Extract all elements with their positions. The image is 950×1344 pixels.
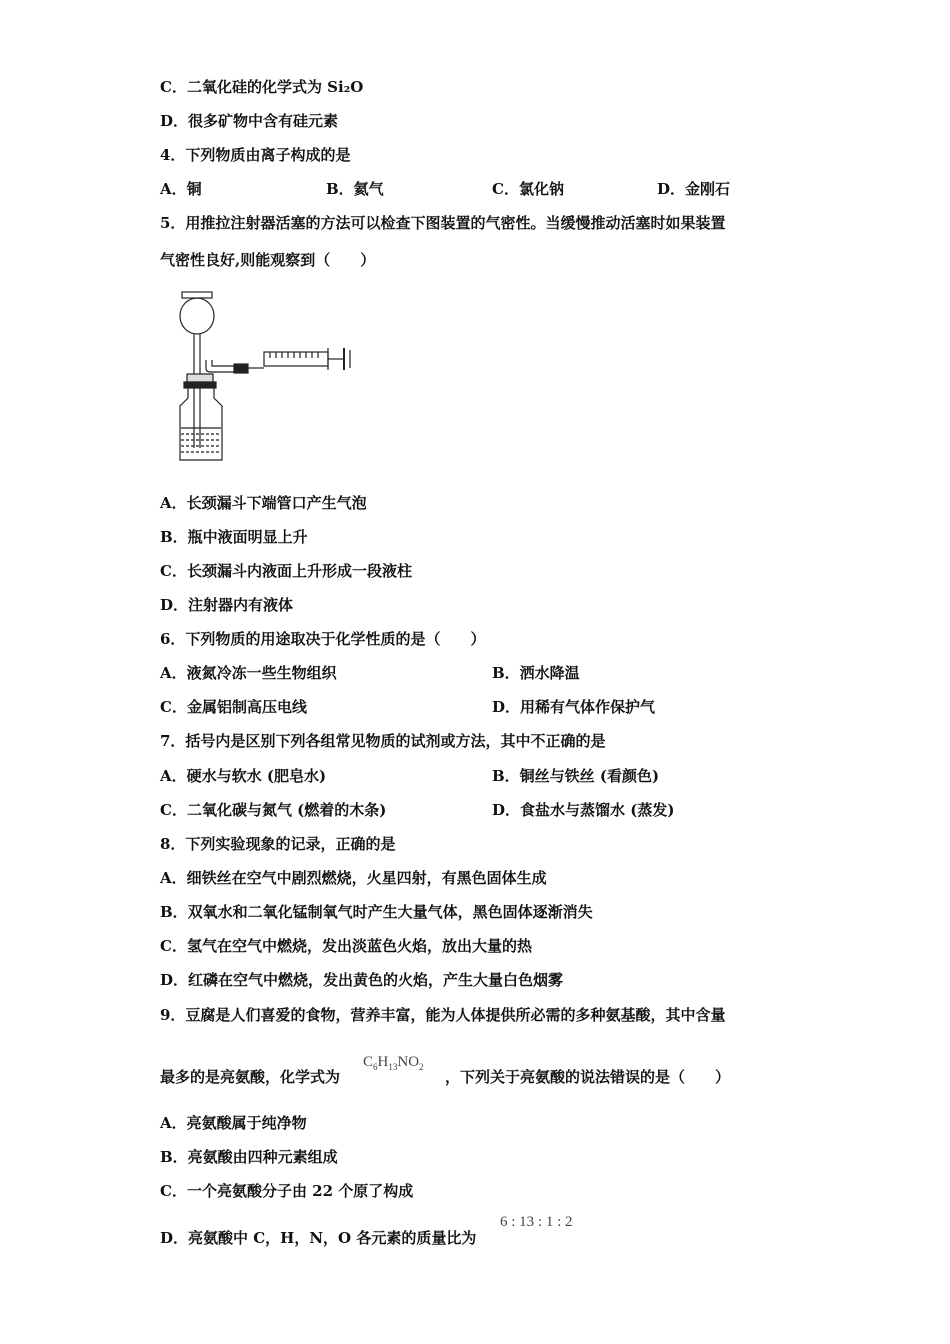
q6-stem: 6．下列物质的用途取决于化学性质的是（ ） [160,630,486,648]
q9-stem-line1: 9．豆腐是人们喜爱的食物，营养丰富，能为人体提供所必需的多种氨基酸，其中含量 [160,1006,726,1024]
q3-option-d: D．很多矿物中含有硅元素 [160,112,339,130]
q4-option-b: B．氦气 [326,180,384,198]
q4-stem: 4．下列物质由离子构成的是 [160,146,351,164]
q6-option-a: A．液氮冷冻一些生物组织 [160,664,337,682]
q9-stem-line2b: ，下列关于亮氨酸的说法错误的是（ ） [445,1068,731,1086]
q9-option-a: A．亮氨酸属于纯净物 [160,1114,307,1132]
q4-option-c: C．氯化钠 [492,180,564,198]
q9-option-d: D．亮氨酸中 C，H，N，O 各元素的质量比为 [160,1229,477,1247]
q7-option-d: D．食盐水与蒸馏水 (蒸发) [492,801,675,819]
q4-option-d: D．金刚石 [657,180,731,198]
q3-option-c: C．二氧化硅的化学式为 Si₂O [160,78,364,96]
q5-stem-line2: 气密性良好,则能观察到（ ） [160,251,376,269]
q9-stem-line2a: 最多的是亮氨酸，化学式为 [160,1068,341,1086]
q6-option-c: C．金属铝制高压电线 [160,698,307,716]
q8-option-a: A．细铁丝在空气中剧烈燃烧，火星四射，有黑色固体生成 [160,869,547,887]
q7-stem: 7．括号内是区别下列各组常见物质的试剂或方法，其中不正确的是 [160,732,606,750]
q5-option-d: D．注射器内有液体 [160,596,294,614]
q8-option-d: D．红磷在空气中燃烧，发出黄色的火焰，产生大量白色烟雾 [160,971,564,989]
q8-option-c: C．氢气在空气中燃烧，发出淡蓝色火焰，放出大量的热 [160,937,532,955]
q7-option-c: C．二氧化碳与氮气 (燃着的木条) [160,801,387,819]
q5-option-b: B．瓶中液面明显上升 [160,528,308,546]
q8-option-b: B．双氧水和二氧化锰制氧气时产生大量气体，黑色固体逐渐消失 [160,903,593,921]
airtightness-apparatus-diagram [170,288,370,468]
q4-option-a: A．铜 [160,180,202,198]
q6-option-d: D．用稀有气体作保护气 [492,698,656,716]
q9-option-c: C．一个亮氨酸分子由 22 个原了构成 [160,1182,414,1200]
q7-option-b: B．铜丝与铁丝 (看颜色) [492,767,660,785]
q5-option-a: A．长颈漏斗下端管口产生气泡 [160,494,367,512]
leucine-formula: $C_6H_{13}NO_2$ [363,1054,424,1072]
mass-ratio: 6 : 13 : 1 : 2 [500,1214,573,1230]
q8-stem: 8．下列实验现象的记录，正确的是 [160,835,396,853]
q9-option-b: B．亮氨酸由四种元素组成 [160,1148,338,1166]
q5-option-c: C．长颈漏斗内液面上升形成一段液柱 [160,562,412,580]
q5-stem-line1: 5．用推拉注射器活塞的方法可以检查下图装置的气密性。当缓慢推动活塞时如果装置 [160,214,726,232]
q7-option-a: A．硬水与软水 (肥皂水) [160,767,327,785]
q6-option-b: B．洒水降温 [492,664,580,682]
